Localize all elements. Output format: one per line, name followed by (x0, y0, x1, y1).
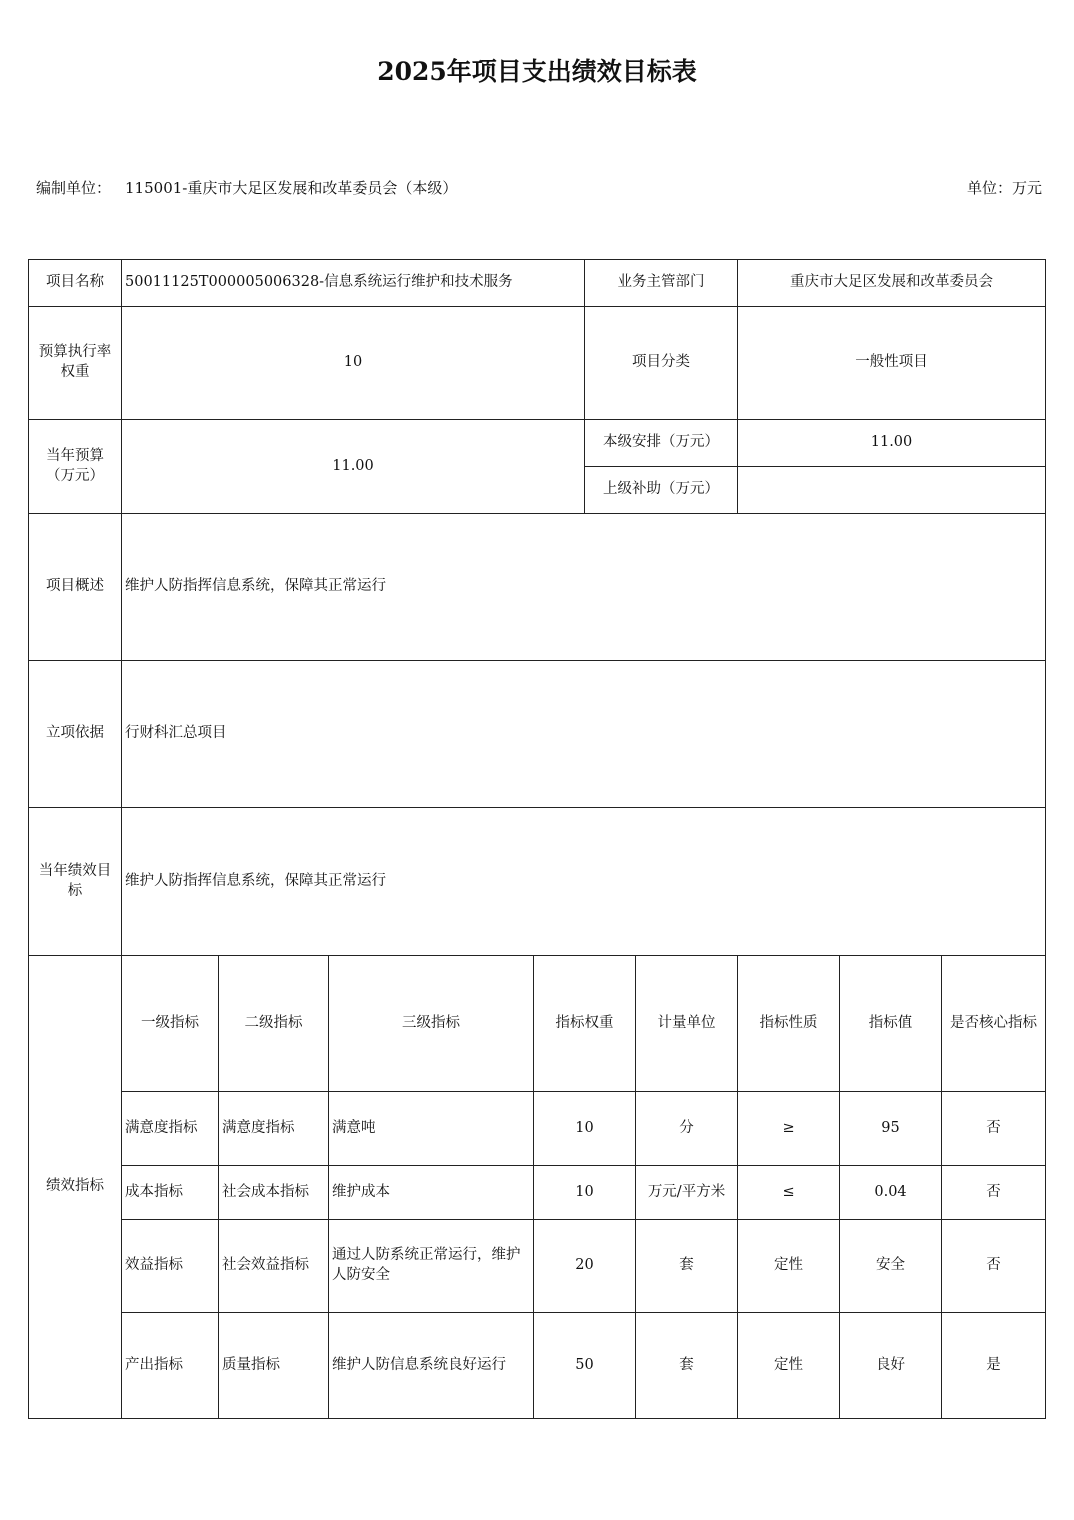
weight-label: 预算执行率权重 (29, 307, 122, 420)
row-value: 安全 (840, 1220, 942, 1313)
compiling-unit (36, 177, 457, 198)
header-nature: 指标性质 (738, 956, 840, 1092)
header-unit: 计量单位 (636, 956, 738, 1092)
row-level2: 满意度指标 (219, 1092, 329, 1166)
row-weight: 50 (534, 1313, 636, 1419)
table-row (29, 1313, 1046, 1419)
project-name-value: 50011125T000005006328-信息系统运行维护和技术服务 (122, 260, 585, 307)
row-weight: 20 (534, 1220, 636, 1313)
overview-value: 维护人防指挥信息系统，保障其正常运行 (122, 514, 1046, 661)
row-level3: 满意吨 (329, 1092, 534, 1166)
row-level3: 维护人防信息系统良好运行 (329, 1313, 534, 1419)
table-row (29, 1220, 1046, 1313)
row-unit: 万元/平方米 (636, 1166, 738, 1220)
header-core: 是否核心指标 (942, 956, 1046, 1092)
goal-label: 当年绩效目标 (29, 808, 122, 956)
row-level1: 满意度指标 (122, 1092, 219, 1166)
row-nature: ≥ (738, 1092, 840, 1166)
header-level2: 二级指标 (219, 956, 329, 1092)
subsidy-value (738, 467, 1046, 514)
dept-value: 重庆市大足区发展和改革委员会 (738, 260, 1046, 307)
category-value: 一般性项目 (738, 307, 1046, 420)
local-value: 11.00 (738, 420, 1046, 467)
compiling-unit-label: 编制单位： (36, 179, 112, 197)
row-level3: 通过人防系统正常运行，维护人防安全 (329, 1220, 534, 1313)
header-value: 指标值 (840, 956, 942, 1092)
row-level1: 产出指标 (122, 1313, 219, 1419)
basis-label: 立项依据 (29, 661, 122, 808)
row-nature: 定性 (738, 1313, 840, 1419)
row-value: 良好 (840, 1313, 942, 1419)
row-nature: 定性 (738, 1220, 840, 1313)
row-core: 否 (942, 1166, 1046, 1220)
project-name-label: 项目名称 (29, 260, 122, 307)
row-level2: 社会成本指标 (219, 1166, 329, 1220)
row-value: 95 (840, 1092, 942, 1166)
row-level3: 维护成本 (329, 1166, 534, 1220)
basis-value: 行财科汇总项目 (122, 661, 1046, 808)
row-unit: 套 (636, 1313, 738, 1419)
header-weight: 指标权重 (534, 956, 636, 1092)
table-row (29, 1092, 1046, 1166)
performance-table (28, 259, 1046, 1419)
row-core: 否 (942, 1092, 1046, 1166)
weight-value: 10 (122, 307, 585, 420)
row-level2: 质量指标 (219, 1313, 329, 1419)
dept-label: 业务主管部门 (585, 260, 738, 307)
row-core: 否 (942, 1220, 1046, 1313)
budget-label: 当年预算（万元） (29, 420, 122, 514)
goal-value: 维护人防指挥信息系统，保障其正常运行 (122, 808, 1046, 956)
subsidy-label: 上级补助（万元） (585, 467, 738, 514)
row-value: 0.04 (840, 1166, 942, 1220)
compiling-unit-value: 115001-重庆市大足区发展和改革委员会（本级） (125, 179, 458, 197)
header-level1: 一级指标 (122, 956, 219, 1092)
row-unit: 套 (636, 1220, 738, 1313)
local-label: 本级安排（万元） (585, 420, 738, 467)
budget-value: 11.00 (122, 420, 585, 514)
row-level1: 效益指标 (122, 1220, 219, 1313)
indicators-label: 绩效指标 (29, 956, 122, 1419)
page-title: 2025年项目支出绩效目标表 (377, 57, 697, 86)
row-weight: 10 (534, 1092, 636, 1166)
row-level2: 社会效益指标 (219, 1220, 329, 1313)
category-label: 项目分类 (585, 307, 738, 420)
row-level1: 成本指标 (122, 1166, 219, 1220)
row-core: 是 (942, 1313, 1046, 1419)
row-weight: 10 (534, 1166, 636, 1220)
table-row (29, 1166, 1046, 1220)
row-nature: ≤ (738, 1166, 840, 1220)
overview-label: 项目概述 (29, 514, 122, 661)
currency-unit: 单位：万元 (966, 179, 1042, 197)
header-level3: 三级指标 (329, 956, 534, 1092)
row-unit: 分 (636, 1092, 738, 1166)
